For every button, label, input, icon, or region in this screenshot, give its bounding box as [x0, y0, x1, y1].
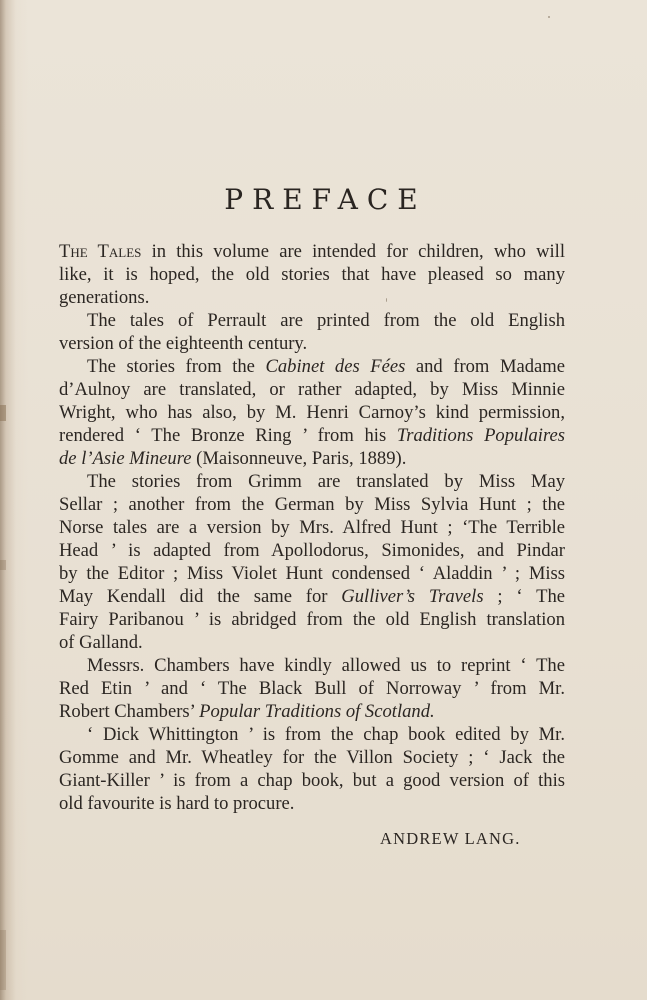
line-text: The stories from the — [87, 356, 266, 377]
text-line — [59, 493, 565, 516]
text-line — [59, 355, 565, 378]
text-line — [59, 631, 565, 654]
line-text: d’Aulnoy are translated, or rather adapted, by Miss Minnie — [59, 379, 565, 400]
line-text: old favourite is hard to procure. — [59, 793, 295, 814]
text-line — [59, 562, 565, 585]
line-text: rendered ‘ The Bronze Ring ’ from his — [59, 425, 397, 446]
line-text: Norse tales are a version by Mrs. Alfred Hunt ; ‘The Terrible — [59, 517, 565, 538]
line-text: Head ’ is adapted from Apollodorus, Simonides, and Pindar — [59, 540, 565, 561]
text-line — [59, 240, 565, 263]
line-text: Fairy Paribanou ’ is abridged from the old English translation — [59, 609, 565, 630]
text-line — [59, 700, 565, 723]
line-text: May Kendall did the same for — [59, 586, 342, 607]
text-line — [59, 309, 565, 332]
line-text: in this volume are intended for children, who will — [141, 241, 565, 262]
text-line — [59, 424, 565, 447]
text-line — [59, 263, 565, 286]
line-text: and from Madame — [405, 356, 565, 377]
text-line — [59, 401, 565, 424]
line-text: Robert Chambers’ — [59, 701, 200, 722]
line-text: of Galland. — [59, 632, 143, 653]
italic-title: de l’Asie Mineure — [59, 448, 192, 469]
text-line — [59, 608, 565, 631]
text-line — [59, 769, 565, 792]
text-line — [59, 378, 565, 401]
line-text: Red Etin ’ and ‘ The Black Bull of Norroway ’ from Mr. — [59, 678, 565, 699]
italic-title: Cabinet des Fées — [265, 356, 406, 377]
italic-title: Popular Traditions of Scotland. — [199, 701, 435, 722]
text-line — [59, 332, 565, 355]
paragraph — [59, 355, 565, 470]
line-text: Wright, who has also, by M. Henri Carnoy’s kind permission, — [59, 402, 565, 423]
lead-small-caps: The Tales — [59, 241, 142, 262]
line-text: ‘ Dick Whittington ’ is from the chap book edited by Mr. — [87, 724, 565, 745]
paragraph — [59, 654, 565, 723]
text-line — [59, 286, 565, 309]
page-title: PREFACE — [224, 183, 427, 216]
line-text: ; ‘ The — [483, 586, 566, 607]
text-line — [59, 746, 565, 769]
author-signature: ANDREW LANG. — [380, 829, 521, 848]
text-line — [59, 516, 565, 539]
line-text: Giant-Killer ’ is from a chap book, but a good version of this — [59, 770, 565, 791]
paragraph — [59, 470, 565, 654]
text-line — [59, 470, 565, 493]
italic-title: Gulliver’s Travels — [341, 586, 484, 607]
text-line — [59, 447, 565, 470]
line-text: Gomme and Mr. Wheatley for the Villon Society ; ‘ Jack the — [59, 747, 565, 768]
italic-title: Traditions Populaires — [396, 425, 565, 446]
line-text: (Maisonneuve, Paris, 1889). — [191, 448, 407, 469]
preface-body — [59, 240, 565, 815]
line-text: like, it is hoped, the old stories that have pleased so many — [59, 264, 565, 285]
line-text: The stories from Grimm are translated by Miss May — [87, 471, 565, 492]
page-edge-mark — [0, 405, 6, 421]
text-line — [59, 677, 565, 700]
line-text: version of the eighteenth century. — [59, 333, 308, 354]
page-edge-mark — [0, 560, 6, 570]
line-text: generations. — [59, 287, 150, 308]
paragraph — [59, 309, 565, 355]
line-text: Messrs. Chambers have kindly allowed us to reprint ‘ The — [87, 655, 565, 676]
line-text: by the Editor ; Miss Violet Hunt condensed ‘ Aladdin ’ ; Miss — [59, 563, 565, 584]
text-line — [59, 792, 565, 815]
text-line — [59, 654, 565, 677]
line-text: The tales of Perrault are printed from the old English — [87, 310, 565, 331]
page-edge-mark — [0, 930, 6, 990]
paragraph — [59, 240, 565, 309]
text-line — [59, 723, 565, 746]
line-text: Sellar ; another from the German by Miss Sylvia Hunt ; the — [59, 494, 565, 515]
text-line — [59, 539, 565, 562]
paper-speck — [548, 16, 550, 18]
text-line — [59, 585, 565, 608]
paragraph — [59, 723, 565, 815]
